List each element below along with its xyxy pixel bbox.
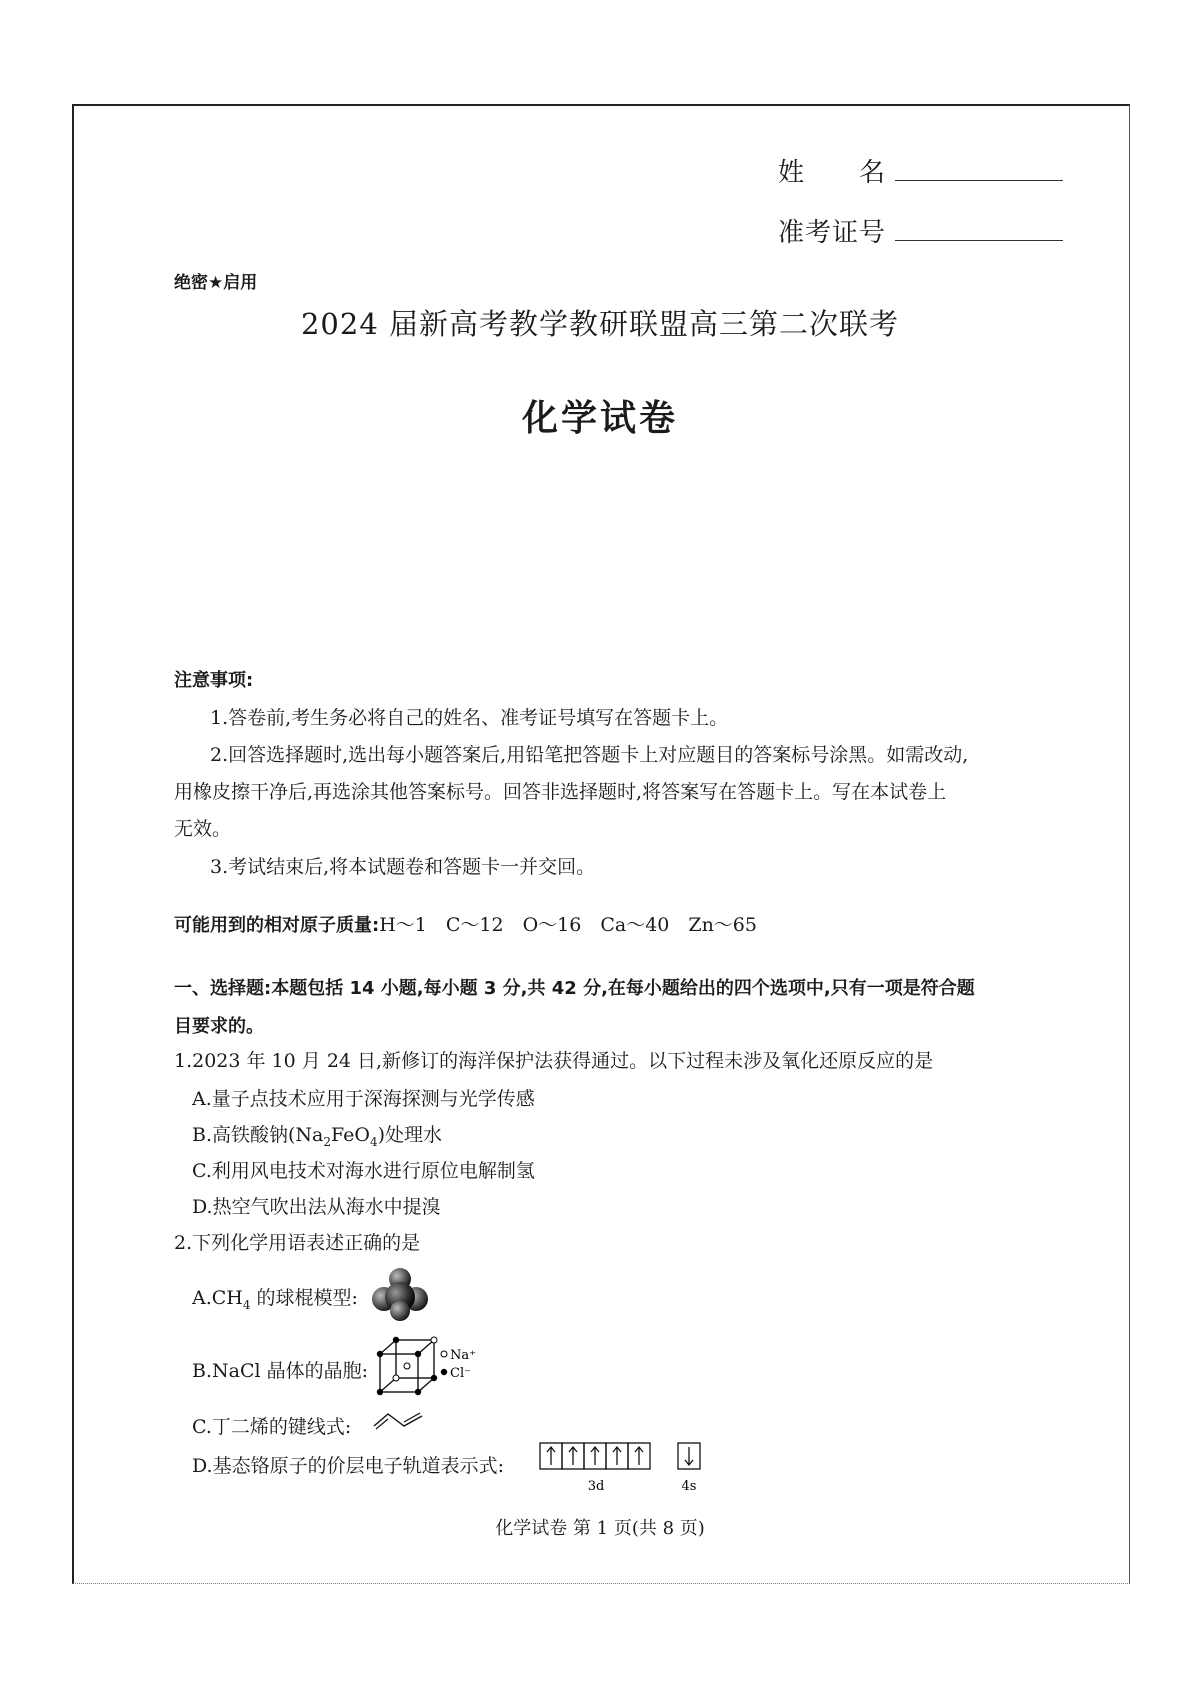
section1-heading-line-1: 一、选择题:本题包括 14 小题,每小题 3 分,共 42 分,在每小题给出的四个选项中,只有一项是符合题 bbox=[174, 978, 975, 999]
q1-stem: 1.2023 年 10 月 24 日,新修订的海洋保护法获得通过。以下过程未涉及氧化还原反应的是 bbox=[174, 1050, 934, 1072]
q2-option-d: D.基态铬原子的价层电子轨道表示式: bbox=[192, 1455, 504, 1477]
q1-option-c: C.利用风电技术对海水进行原位电解制氢 bbox=[192, 1160, 535, 1182]
q2-a-text-2: 的球棍模型: bbox=[250, 1287, 358, 1309]
q1-b-text-1: B.高铁酸钠(Na bbox=[192, 1124, 324, 1146]
legend-cl-marker bbox=[441, 1369, 447, 1375]
atomic-mass-label: 可能用到的相对原子质量: bbox=[174, 915, 380, 936]
legend-na-label: Na⁺ bbox=[450, 1348, 476, 1363]
orbital-3d-label: 3d bbox=[587, 1479, 605, 1494]
q1-b-text-3: )处理水 bbox=[377, 1124, 443, 1146]
q1-b-sub-1: 2 bbox=[323, 1134, 332, 1149]
note-3: 3.考试结束后,将本试题卷和答题卡一并交回。 bbox=[210, 856, 596, 878]
chromium-orbital-diagram bbox=[538, 1440, 708, 1498]
secret-mark: 绝密★启用 bbox=[174, 273, 258, 293]
atomic-mass-values: H～1 C～12 O～16 Ca～40 Zn～65 bbox=[379, 914, 757, 936]
q1-b-sub-2: 4 bbox=[369, 1134, 378, 1149]
page-footer: 化学试卷 第 1 页(共 8 页) bbox=[495, 1518, 705, 1539]
subject-title: 化学试卷 bbox=[521, 398, 678, 439]
note-2-line-2: 用橡皮擦干净后,再选涂其他答案标号。回答非选择题时,将答案写在答题卡上。写在本试卷上 bbox=[174, 781, 947, 803]
q2-option-a bbox=[192, 1283, 358, 1312]
q2-option-b: B.NaCl 晶体的晶胞: bbox=[192, 1360, 369, 1382]
legend-cl-label: Cl⁻ bbox=[450, 1366, 471, 1381]
q1-option-a: A.量子点技术应用于深海探测与光学传感 bbox=[192, 1088, 535, 1110]
section1-heading-line-2: 目要求的。 bbox=[174, 1016, 264, 1037]
orbital-4s-label: 4s bbox=[681, 1479, 697, 1494]
q2-stem: 2.下列化学用语表述正确的是 bbox=[174, 1232, 421, 1254]
q2-option-c: C.丁二烯的键线式: bbox=[192, 1416, 352, 1438]
q1-b-text-2: FeO bbox=[331, 1124, 370, 1146]
note-1: 1.答卷前,考生务必将自己的姓名、准考证号填写在答题卡上。 bbox=[210, 707, 729, 729]
name-blank-line bbox=[895, 152, 1063, 181]
exam-title: 2024 届新高考教学教研联盟高三第二次联考 bbox=[300, 307, 900, 341]
butadiene-skeletal-formula bbox=[372, 1408, 426, 1432]
q2-a-text-1: A.CH bbox=[192, 1287, 243, 1309]
legend-na-marker bbox=[441, 1351, 447, 1357]
name-label: 姓 名 bbox=[778, 158, 887, 188]
name-field bbox=[778, 152, 1063, 189]
q1-option-b bbox=[192, 1120, 442, 1149]
nacl-unit-cell-figure bbox=[374, 1330, 494, 1402]
note-2-line-1: 2.回答选择题时,选出每小题答案后,用铅笔把答题卡上对应题目的答案标号涂黑。如需改动, bbox=[210, 744, 969, 766]
q1-option-d: D.热空气吹出法从海水中提溴 bbox=[192, 1196, 441, 1218]
id-label: 准考证号 bbox=[778, 218, 887, 248]
atomic-mass-line bbox=[174, 907, 757, 944]
notes-heading: 注意事项: bbox=[174, 670, 254, 691]
id-blank-line bbox=[895, 212, 1063, 241]
methane-h-atom-bottom bbox=[390, 1301, 410, 1321]
id-field bbox=[778, 212, 1063, 249]
methane-model-figure bbox=[370, 1266, 430, 1322]
orbital-4s-down-spin bbox=[685, 1447, 693, 1465]
q2-a-sub: 4 bbox=[242, 1297, 251, 1312]
note-2-line-3: 无效。 bbox=[174, 818, 232, 840]
